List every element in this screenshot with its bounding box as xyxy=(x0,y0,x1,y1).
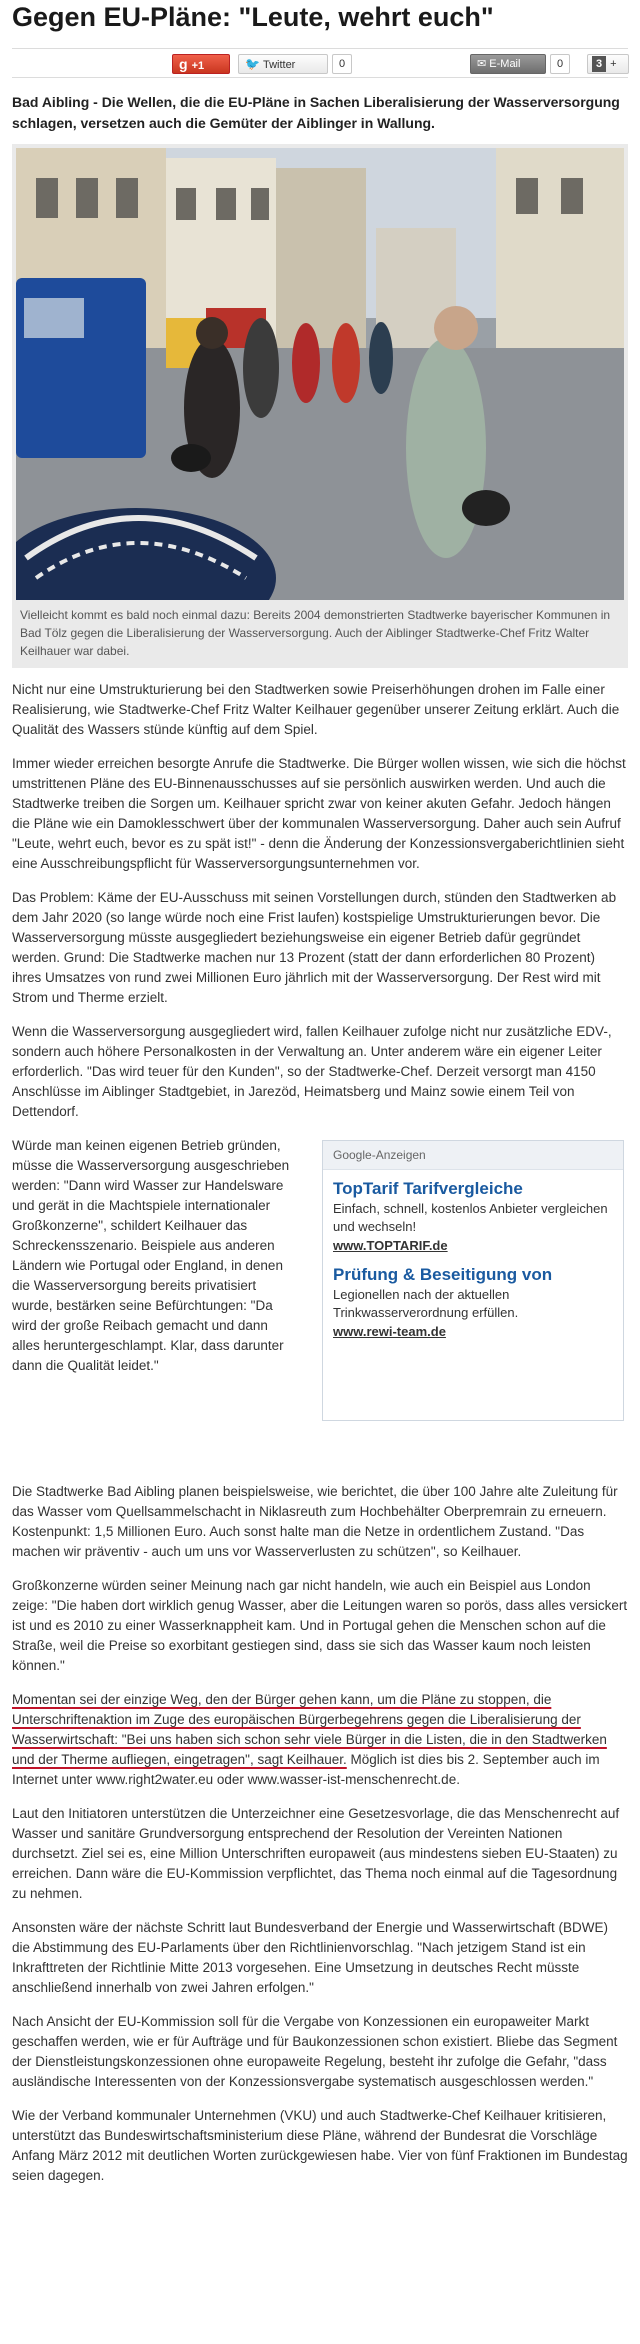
google-plus-label: +1 xyxy=(191,60,205,72)
twitter-button[interactable] xyxy=(238,54,328,74)
article-headline: Gegen EU-Pläne: "Leute, wehrt euch" xyxy=(12,2,494,32)
ads-header: Google-Anzeigen xyxy=(323,1141,623,1170)
paragraph: Laut den Initiatoren unterstützen die Unterzeichner eine Gesetzesvorlage, die das Menschenrecht auf Wasser und sanitäre Grundversorgung entsprechend der Resolution der Vereinten Nationen durchsetzt. Ziel sei es, eine Million Unterschriften europaweit (aus mindestens sieben EU-Staaten) zu erreichen. Dann wäre die EU-Kommission verpflichtet, das Thema noch einmal auf die Tagesordnung zu nehmen. xyxy=(12,1806,620,1901)
paragraph: Immer wieder erreichen besorgte Anrufe die Stadtwerke. Die Bürger wollen wissen, wie sich die höchst umstrittenen Pläne des EU-Binnenausschusses auf sie persönlich auswirken werden. Und auch die Stadtwerke treiben die Sorgen um. Keilhauer spricht zwar von keiner akuten Gefahr. Jedoch hängen die Pläne wie ein Damoklesschwert über der kommunalen Wasserversorgung. Daher auch sein Aufruf "Leute, wehrt euch, bevor es zu spät ist!" - denn die Änderung der Konzessionsvergaberichtlinien sieht eine Ausschreibungspflicht für Wasserversorgungsunternehmen vor. xyxy=(12,756,626,871)
paragraph: Wie der Verband kommunaler Unternehmen (VKU) und auch Stadtwerke-Chef Keilhauer kritisieren, unterstützt das Bundeswirtschaftsministerium diese Pläne, während der Bundesrat die Vorschläge Anfang März 2012 mit deutlichen Worten zurückgewiesen habe. Vier von fünf Fraktionen im Bundestag seien dagegen. xyxy=(12,2108,628,2183)
underlined-paragraph xyxy=(12,1690,628,1790)
paragraph-with-ads xyxy=(12,1136,628,1468)
paragraph: Großkonzerne würden seiner Meinung nach gar nicht handeln, wie auch ein Beispiel aus London zeige: "Die haben dort wirklich genug Wasser, aber die Leitungen waren so porös, dass alles versickert ist und es 2010 zu einer Wasserknappheit kam. Und in Portugal gehen die Menschen schon auf die Straße, weil die Preise so exorbitant gestiegen sind, dass sie sich das Wasser kaum noch leisten können." xyxy=(12,1578,628,1673)
paragraph: Würde man keinen eigenen Betrieb gründen, müsse die Wasserversorgung ausgeschrieben werden: "Dann wird Wasser zur Handelsware und gerät in die Machtspiele internationaler Großkonzerne", schildert Keilhauer das Schreckensszenario. Beispiele aus anderen Ländern wie Portugal oder England, in denen die Wasserversorgung bereits privatisiert wurde, bestärken seine Befürchtungen: "Da wird der große Reibach gemacht und dann alles heruntergeschlampt. Klar, dass darunter dann die Qualität leidet." xyxy=(12,1138,290,1373)
twitter-label: Twitter xyxy=(262,59,296,71)
google-plus-button[interactable] xyxy=(172,54,230,74)
photo-caption: Vielleicht kommt es bald noch einmal dazu: Bereits 2004 demonstrierten Stadtwerke bayerischer Kommunen in Bad Tölz gegen die Liberalisierung der Wasserversorgung. Auch der Aiblinger Stadtwerke-Chef Fritz Walter Keilhauer war dabei. xyxy=(20,608,611,658)
email-count: 0 xyxy=(550,54,570,74)
ad-item[interactable] xyxy=(323,1170,623,1256)
plus-icon: + xyxy=(610,58,617,70)
email-button[interactable] xyxy=(470,54,546,74)
twitter-count: 0 xyxy=(332,54,352,74)
paragraph: Nach Ansicht der EU-Kommission soll für die Vergabe von Konzessionen ein europaweiter Markt geschaffen werden, wie er für Aufträge und für Baukonzessionen schon existiert. Bliebe das Segment der Dienstleistungskonzessionen ohne europaweite Regelung, besteht ihr zufolge die Gefahr, "dass ausländische Interessenten von der Konzessionsvergabe systematisch ausgeschlossen werden." xyxy=(12,2014,618,2089)
ad-item[interactable] xyxy=(323,1256,623,1342)
ad-title[interactable]: TopTarif Tarifvergleiche xyxy=(333,1179,523,1198)
paragraph: Ansonsten wäre der nächste Schritt laut Bundesverband der Energie und Wasserwirtschaft (BDWE) die Abstimmung des EU-Parlaments über den Richtlinienvorschlag. "Nach jetzigem Stand ist ein Inkrafttreten der Richtlinie Mitte 2013 vorgesehen. Eine Umsetzung in deutsches Recht müsste anschließend innerhalb von zwei Jahren erfolgen." xyxy=(12,1920,609,1995)
demonstration-photo-illustration xyxy=(16,148,624,600)
paragraph: Wenn die Wasserversorgung ausgegliedert wird, fallen Keilhauer zufolge nicht nur zusätzliche EDV-, sondern auch höhere Personalkosten in der Verwaltung an. Unter anderem wäre ein eigener Leiter erforderlich. "Das wird teuer für den Kunden", so der Stadtwerke-Chef. Derzeit versorgt man 4150 Anschlüsse im Aiblinger Stadtgebiet, in Jarezöd, Heimatsberg und Mainz sowie einem Teil von Dettendorf. xyxy=(12,1024,612,1119)
paragraph: Das Problem: Käme der EU-Ausschuss mit seinen Vorstellungen durch, stünden den Stadtwerken ab dem Jahr 2020 (so lange würde noch eine Frist laufen) kostspielige Umstrukturierungen bevor. Die Wasserversorgung müsste ausgegliedert beziehungsweise ein eigener Betrieb dafür gegründet werden. Grund: Die Stadtwerke machen nur 13 Prozent (statt der dann erforderlichen 80 Prozent) ihres Umsatzes von rund zwei Millionen Euro jährlich mit der Wasserversorgung. Der Rest wird mit Strom und Therme erzielt. xyxy=(12,890,617,1005)
article-photo xyxy=(16,148,624,600)
email-icon: ✉ xyxy=(477,58,490,70)
article-lead: Bad Aibling - Die Wellen, die die EU-Pläne in Sachen Liberalisierung der Wasserversorgung schlagen, versetzen auch die Gemüter der Aiblinger in Wallung. xyxy=(12,94,620,131)
share-bar xyxy=(12,48,628,78)
google-plus-icon: g xyxy=(179,56,188,72)
ad-url[interactable]: www.rewi-team.de xyxy=(333,1324,446,1339)
paragraph-tail: Möglich ist dies bis 2. September auch im Internet unter www.right2water.eu oder www.wasser-ist-menschenrecht.de. xyxy=(12,1752,600,1787)
twitter-bird-icon: 🐦 xyxy=(245,57,260,71)
google-ads-box xyxy=(322,1140,624,1421)
email-label: E-Mail xyxy=(489,58,521,70)
underlined-text: Momentan sei der einzige Weg, den der Bürger gehen kann, um die Pläne zu stoppen, die Unterschriftenaktion im Zuge des europäischen Bürgerbegehrens gegen die Liberalisierung der Wasserwirtschaft: "Bei uns haben sich schon sehr viele Bürger in die Listen, die in den Stadtwerken und der Therme aufliegen, eingetragen", sagt Keilhauer. xyxy=(12,1692,607,1767)
more-share-button[interactable] xyxy=(587,54,629,74)
photo-box xyxy=(12,144,628,668)
paragraph: Die Stadtwerke Bad Aibling planen beispielsweise, wie berichtet, die über 100 Jahre alte Zuleitung für das Wasser vom Quellsammelschacht in Niklasreuth zum Hochbehälter Oberpremrain zu erneuern. Kostenpunkt: 1,5 Millionen Euro. Auch sonst halte man die Netze in ordentlichem Zustand. "Das machen wir präventiv - auch um uns vor Wasserverlusten zu schützen", so Keilhauer. xyxy=(12,1484,618,1559)
ad-text: Legionellen nach der aktuellen Trinkwasserverordnung erfüllen. xyxy=(333,1287,519,1320)
paragraph: Nicht nur eine Umstrukturierung bei den Stadtwerken sowie Preiserhöhungen drohen im Falle einer Realisierung, wie Stadtwerke-Chef Fritz Walter Keilhauer gegenüber unserer Zeitung erklärt. Auch die Qualität des Wassers stünde künftig auf dem Spiel. xyxy=(12,682,620,737)
ad-title[interactable]: Prüfung & Beseitigung von xyxy=(333,1265,553,1284)
more-count: 3 xyxy=(592,56,606,72)
ad-text: Einfach, schnell, kostenlos Anbieter vergleichen und wechseln! xyxy=(333,1201,608,1234)
ad-url[interactable]: www.TOPTARIF.de xyxy=(333,1238,448,1253)
